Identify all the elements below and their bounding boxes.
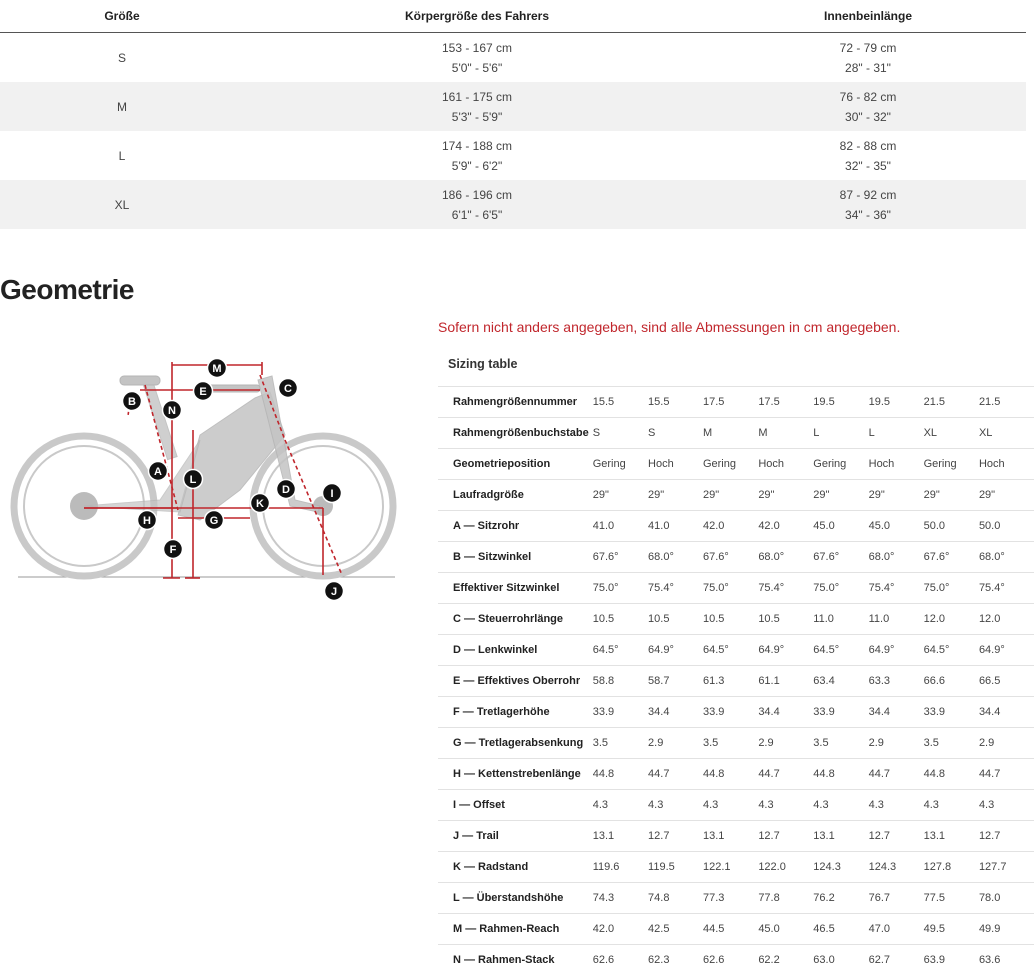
geometry-cell: 78.0: [979, 883, 1034, 914]
geometry-cell: 42.0: [593, 914, 648, 945]
geometry-cell: 29": [924, 480, 979, 511]
geometry-cell: 17.5: [758, 387, 813, 418]
inseam-in: 28" - 31": [845, 60, 891, 75]
geometry-cell: 3.5: [924, 728, 979, 759]
geometry-cell: M: [758, 418, 813, 449]
sizing-table-caption: Sizing table: [448, 357, 518, 371]
geometry-cell: 29": [703, 480, 758, 511]
geometry-row: [438, 387, 1034, 418]
geometry-cell: 44.7: [648, 759, 703, 790]
geometry-cell: 75.4°: [648, 573, 703, 604]
geometry-cell: 33.9: [593, 697, 648, 728]
geometry-table: [438, 386, 1034, 975]
geometry-cell: 64.9°: [869, 635, 924, 666]
height-ft: 5'0" - 5'6": [451, 60, 503, 75]
marker-i: [323, 484, 342, 503]
geometry-cell: 29": [593, 480, 648, 511]
marker-label: E: [199, 386, 207, 398]
geometry-cell: 75.4°: [979, 573, 1034, 604]
geometry-cell: 63.6: [979, 945, 1034, 976]
size-cell: XL: [0, 180, 244, 229]
marker-n: [163, 401, 182, 420]
geometry-row: [438, 542, 1034, 573]
rider-height-cell: [244, 131, 710, 180]
geometry-cell: Gering: [593, 449, 648, 480]
geometry-cell: 13.1: [924, 821, 979, 852]
geometry-cell: 76.7: [869, 883, 924, 914]
geometry-row: [438, 790, 1034, 821]
geometry-row: [438, 418, 1034, 449]
geometry-row: [438, 635, 1034, 666]
geometry-row: [438, 883, 1034, 914]
inseam-cell: [710, 82, 1026, 131]
geometry-cell: 41.0: [593, 511, 648, 542]
geometry-cell: 21.5: [924, 387, 979, 418]
marker-label: B: [128, 396, 136, 408]
size-table-header-row: [0, 0, 1026, 33]
size-cell: S: [117, 50, 126, 65]
geometry-cell: 62.6: [703, 945, 758, 976]
geometry-row-label: H — Kettenstrebenlänge: [438, 759, 593, 790]
geometry-cell: XL: [979, 418, 1034, 449]
geometry-cell: 11.0: [813, 604, 868, 635]
marker-label: J: [330, 586, 338, 598]
geometry-row-label: G — Tretlagerabsenkung: [438, 728, 593, 759]
marker-label: M: [212, 363, 222, 375]
height-cm: 153 - 167 cm: [441, 40, 513, 55]
marker-g: [205, 511, 224, 530]
geometry-cell: 34.4: [869, 697, 924, 728]
geometry-cell: S: [648, 418, 703, 449]
rider-height-cell: [244, 180, 710, 229]
geometry-cell: 44.8: [593, 759, 648, 790]
marker-m: [208, 359, 227, 378]
geometry-cell: 44.7: [869, 759, 924, 790]
marker-label: G: [209, 515, 219, 527]
inseam-in: 30" - 32": [845, 109, 891, 124]
geometry-cell: 64.9°: [648, 635, 703, 666]
geometry-cell: 58.7: [648, 666, 703, 697]
geometry-cell: 75.0°: [813, 573, 868, 604]
marker-label: I: [330, 488, 334, 500]
geometry-cell: 61.3: [703, 666, 758, 697]
geometry-cell: 64.5°: [703, 635, 758, 666]
geometry-row-label: Laufradgröße: [438, 480, 593, 511]
geometry-cell: 34.4: [648, 697, 703, 728]
geometry-cell: 29": [979, 480, 1034, 511]
geometry-cell: 45.0: [758, 914, 813, 945]
geometry-cell: 33.9: [924, 697, 979, 728]
geometry-row-label: J — Trail: [438, 821, 593, 852]
geometry-cell: 2.9: [648, 728, 703, 759]
height-cm: 161 - 175 cm: [441, 89, 513, 104]
geometry-cell: 13.1: [703, 821, 758, 852]
geometry-cell: 15.5: [593, 387, 648, 418]
geometry-cell: 119.6: [593, 852, 648, 883]
geometry-cell: 47.0: [869, 914, 924, 945]
geometry-cell: 19.5: [813, 387, 868, 418]
geometry-row: [438, 852, 1034, 883]
geometry-cell: 29": [869, 480, 924, 511]
geometry-cell: 64.9°: [979, 635, 1034, 666]
height-ft: 5'9" - 6'2": [451, 158, 503, 173]
marker-label: A: [154, 466, 162, 478]
marker-d: [277, 480, 296, 499]
geometry-cell: Gering: [924, 449, 979, 480]
geometry-row-label: B — Sitzwinkel: [438, 542, 593, 573]
geometry-cell: 74.8: [648, 883, 703, 914]
bike-geometry-diagram: [0, 340, 420, 610]
geometry-row: [438, 759, 1034, 790]
inseam-cell: [710, 180, 1026, 229]
geometry-row-label: K — Radstand: [438, 852, 593, 883]
geometry-cell: 62.6: [593, 945, 648, 976]
geometry-cell: 29": [648, 480, 703, 511]
geometry-cell: Hoch: [758, 449, 813, 480]
geometry-cell: 67.6°: [593, 542, 648, 573]
geometry-cell: 77.5: [924, 883, 979, 914]
rider-height-cell: [244, 33, 710, 83]
units-note: Sofern nicht anders angegeben, sind alle Abmessungen in cm angegeben.: [438, 319, 901, 335]
geometry-cell: 68.0°: [979, 542, 1034, 573]
geometry-cell: 44.7: [758, 759, 813, 790]
geometry-cell: 44.8: [703, 759, 758, 790]
geometry-cell: 12.7: [979, 821, 1034, 852]
geometry-row-label: I — Offset: [438, 790, 593, 821]
geometry-cell: 64.5°: [593, 635, 648, 666]
marker-c: [279, 379, 298, 398]
geometry-row-label: A — Sitzrohr: [438, 511, 593, 542]
geometry-cell: 42.0: [758, 511, 813, 542]
geometry-cell: 29": [813, 480, 868, 511]
geometry-row-label: C — Steuerrohrlänge: [438, 604, 593, 635]
geometry-cell: 12.0: [979, 604, 1034, 635]
geometry-cell: 21.5: [979, 387, 1034, 418]
geometry-cell: 62.2: [758, 945, 813, 976]
rider-height-header: Körpergröße des Fahrers: [244, 0, 710, 33]
geometry-cell: 13.1: [593, 821, 648, 852]
geometry-cell: 29": [758, 480, 813, 511]
geometry-cell: 124.3: [813, 852, 868, 883]
geometry-row: [438, 511, 1034, 542]
inseam-in: 34" - 36": [845, 207, 891, 222]
geometry-cell: 64.9°: [758, 635, 813, 666]
geometry-cell: 10.5: [593, 604, 648, 635]
marker-k: [251, 494, 270, 513]
geometry-cell: 12.7: [758, 821, 813, 852]
geometry-cell: 77.8: [758, 883, 813, 914]
geometry-cell: 3.5: [593, 728, 648, 759]
marker-l: [184, 470, 203, 489]
geometry-cell: 127.8: [924, 852, 979, 883]
geometry-row-label: F — Tretlagerhöhe: [438, 697, 593, 728]
geometry-cell: 2.9: [869, 728, 924, 759]
geometry-cell: 4.3: [703, 790, 758, 821]
inseam-cell: [710, 131, 1026, 180]
marker-label: D: [282, 484, 290, 496]
size-row: [0, 33, 1026, 83]
geometry-cell: 10.5: [758, 604, 813, 635]
geometry-cell: S: [593, 418, 648, 449]
geometry-cell: 77.3: [703, 883, 758, 914]
marker-b: [123, 392, 142, 411]
geometry-cell: 45.0: [869, 511, 924, 542]
geometry-cell: 44.7: [979, 759, 1034, 790]
geometry-cell: 45.0: [813, 511, 868, 542]
geometry-cell: 61.1: [758, 666, 813, 697]
geometry-cell: 33.9: [813, 697, 868, 728]
size-header: Größe: [0, 0, 244, 33]
geometry-cell: 17.5: [703, 387, 758, 418]
geometry-cell: 42.5: [648, 914, 703, 945]
geometry-cell: L: [813, 418, 868, 449]
geometry-cell: 68.0°: [648, 542, 703, 573]
geometry-cell: 2.9: [979, 728, 1034, 759]
marker-h: [138, 511, 157, 530]
geometry-cell: 58.8: [593, 666, 648, 697]
geometry-cell: 119.5: [648, 852, 703, 883]
geometry-row: [438, 821, 1034, 852]
geometry-row: [438, 728, 1034, 759]
height-cm: 186 - 196 cm: [441, 187, 513, 202]
geometry-cell: 50.0: [979, 511, 1034, 542]
height-cm: 174 - 188 cm: [441, 138, 513, 153]
geometry-row: [438, 573, 1034, 604]
geometry-row-label: N — Rahmen-Stack: [438, 945, 593, 976]
geometry-cell: 67.6°: [703, 542, 758, 573]
geometry-cell: 4.3: [924, 790, 979, 821]
inseam-cm: 72 - 79 cm: [839, 40, 897, 55]
geometry-cell: 44.5: [703, 914, 758, 945]
geometry-cell: Gering: [813, 449, 868, 480]
geometry-cell: 127.7: [979, 852, 1034, 883]
geometry-row: [438, 945, 1034, 976]
geometry-cell: 4.3: [979, 790, 1034, 821]
geometry-cell: 68.0°: [869, 542, 924, 573]
geometry-cell: 66.5: [979, 666, 1034, 697]
geometry-row-label: Effektiver Sitzwinkel: [438, 573, 593, 604]
geometry-row: [438, 449, 1034, 480]
geometry-row-label: D — Lenkwinkel: [438, 635, 593, 666]
geometry-cell: L: [869, 418, 924, 449]
size-row: [0, 131, 1026, 180]
geometry-cell: Hoch: [869, 449, 924, 480]
geometry-cell: 64.5°: [924, 635, 979, 666]
geometry-cell: 4.3: [758, 790, 813, 821]
marker-j: [325, 582, 344, 601]
geometry-cell: 34.4: [979, 697, 1034, 728]
geometry-cell: 74.3: [593, 883, 648, 914]
geometry-row-label: M — Rahmen-Reach: [438, 914, 593, 945]
geometry-cell: 75.0°: [703, 573, 758, 604]
geometry-cell: 49.5: [924, 914, 979, 945]
geometry-cell: 122.0: [758, 852, 813, 883]
geometry-cell: 15.5: [648, 387, 703, 418]
geometry-cell: 62.7: [869, 945, 924, 976]
geometry-cell: 63.9: [924, 945, 979, 976]
geometry-row: [438, 604, 1034, 635]
geometry-cell: 13.1: [813, 821, 868, 852]
geometry-cell: Gering: [703, 449, 758, 480]
geometry-row-label: Geometrieposition: [438, 449, 593, 480]
geometry-cell: 63.3: [869, 666, 924, 697]
geometry-cell: 34.4: [758, 697, 813, 728]
geometry-cell: 3.5: [703, 728, 758, 759]
geometry-cell: 11.0: [869, 604, 924, 635]
geometry-row-label: E — Effektives Oberrohr: [438, 666, 593, 697]
geometry-cell: 63.0: [813, 945, 868, 976]
geometry-cell: 4.3: [813, 790, 868, 821]
geometry-row: [438, 914, 1034, 945]
rider-height-cell: [244, 82, 710, 131]
geometry-cell: 64.5°: [813, 635, 868, 666]
geometry-cell: Hoch: [979, 449, 1034, 480]
geometry-cell: Hoch: [648, 449, 703, 480]
geometry-cell: XL: [924, 418, 979, 449]
height-ft: 5'3" - 5'9": [451, 109, 503, 124]
geometry-cell: 10.5: [648, 604, 703, 635]
geometry-cell: 41.0: [648, 511, 703, 542]
geometry-cell: 4.3: [869, 790, 924, 821]
geometry-cell: 75.4°: [758, 573, 813, 604]
marker-f: [164, 540, 183, 559]
geometry-cell: 122.1: [703, 852, 758, 883]
geometry-cell: 49.9: [979, 914, 1034, 945]
geometry-cell: 67.6°: [924, 542, 979, 573]
geometry-cell: 10.5: [703, 604, 758, 635]
marker-label: K: [256, 498, 264, 510]
geometry-row: [438, 480, 1034, 511]
geometry-cell: 3.5: [813, 728, 868, 759]
geometry-cell: 63.4: [813, 666, 868, 697]
marker-label: L: [189, 474, 197, 486]
geometry-cell: 2.9: [758, 728, 813, 759]
inseam-cm: 87 - 92 cm: [839, 187, 897, 202]
size-cell: M: [0, 82, 244, 131]
inseam-in: 32" - 35": [845, 158, 891, 173]
inseam-cm: 76 - 82 cm: [839, 89, 897, 104]
marker-label: C: [284, 383, 292, 395]
marker-label: N: [168, 405, 176, 417]
marker-a: [149, 462, 168, 481]
geometry-row: [438, 697, 1034, 728]
inseam-header: Innenbeinlänge: [710, 0, 1026, 33]
geometry-cell: 33.9: [703, 697, 758, 728]
height-ft: 6'1" - 6'5": [451, 207, 503, 222]
size-table: [0, 0, 1026, 229]
geometry-row-label: Rahmengrößenbuchstabe: [438, 418, 593, 449]
geometry-cell: 42.0: [703, 511, 758, 542]
geometry-cell: 68.0°: [758, 542, 813, 573]
geometry-row-label: Rahmengrößennummer: [438, 387, 593, 418]
geometry-row-label: L — Überstandshöhe: [438, 883, 593, 914]
geometry-cell: 12.0: [924, 604, 979, 635]
geometry-cell: 75.4°: [869, 573, 924, 604]
geometry-row: [438, 666, 1034, 697]
geometry-cell: 12.7: [648, 821, 703, 852]
geometry-cell: 4.3: [593, 790, 648, 821]
size-row: [0, 82, 1026, 131]
geometry-cell: 66.6: [924, 666, 979, 697]
marker-e: [194, 382, 213, 401]
geometry-cell: 46.5: [813, 914, 868, 945]
geometry-cell: 76.2: [813, 883, 868, 914]
geometry-cell: 50.0: [924, 511, 979, 542]
geometry-cell: 44.8: [924, 759, 979, 790]
marker-label: F: [169, 544, 177, 556]
geometry-cell: 12.7: [869, 821, 924, 852]
geometry-cell: 124.3: [869, 852, 924, 883]
geometry-cell: 67.6°: [813, 542, 868, 573]
geometry-cell: 44.8: [813, 759, 868, 790]
geometry-cell: M: [703, 418, 758, 449]
marker-label: H: [143, 515, 151, 527]
inseam-cm: 82 - 88 cm: [839, 138, 897, 153]
geometry-cell: 4.3: [648, 790, 703, 821]
geometry-cell: 75.0°: [924, 573, 979, 604]
geometry-title: Geometrie: [0, 274, 134, 305]
size-cell: L: [118, 148, 126, 163]
geometry-cell: 75.0°: [593, 573, 648, 604]
geometry-cell: 19.5: [869, 387, 924, 418]
inseam-cell: [710, 33, 1026, 83]
size-row: [0, 180, 1026, 229]
geometry-cell: 62.3: [648, 945, 703, 976]
